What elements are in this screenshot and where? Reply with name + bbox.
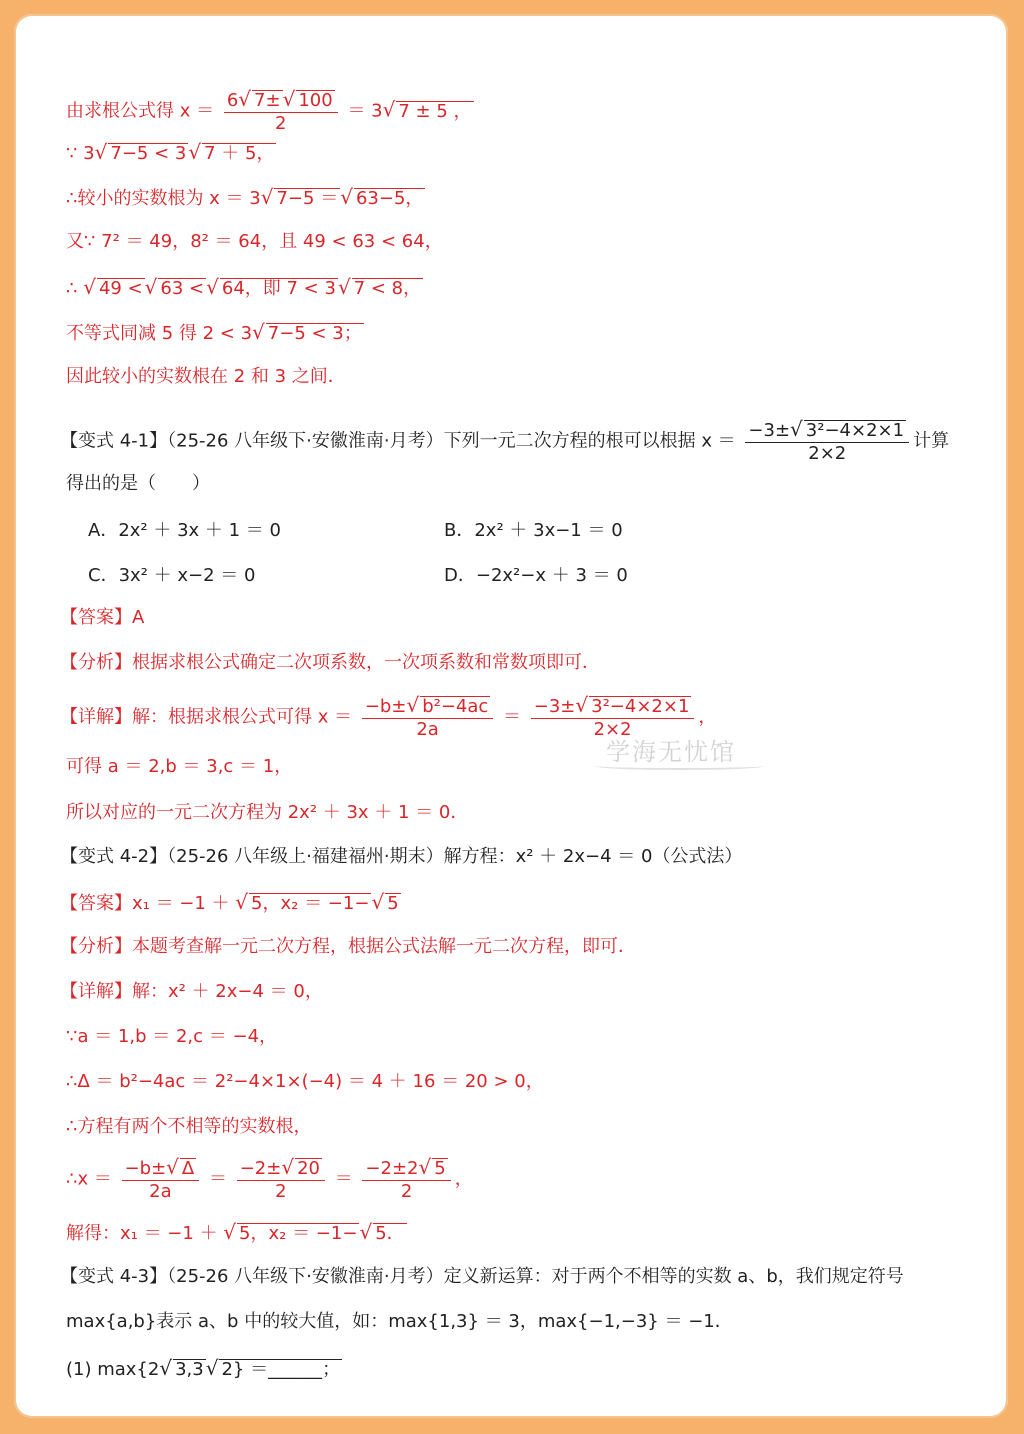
variant-4-3-question-1: (1) max{2√ 3,3 √ 2} ＝______； <box>66 1356 341 1380</box>
option-a: A．2x² ＋ 3x ＋ 1 ＝ 0 <box>88 520 281 541</box>
solution-line-4: 又∵ 7² ＝ 49，8² ＝ 64，且 49 < 63 < 64， <box>66 231 443 252</box>
fraction: $\frac{6√ 7\pm √ 100}{2}$ <box>224 88 338 135</box>
fraction: $\frac{-2\pm√ 20}{2}$ <box>237 1156 325 1203</box>
variant-4-3-line2: max{a,b}表示 a、b 中的较大值，如：max{1,3} ＝ 3，max{−1,−3} ＝ −1． <box>66 1311 733 1332</box>
detail-4-1: 【详解】解：根据求根公式可得 x ＝ $\frac{\text{−b±√ b²−4ac}}{2a}$ ＝ $\frac{\text{−3±√ 3²−4×2×1}}{2\times 2}$ ， <box>60 693 717 740</box>
fraction: $\frac{\text{−b±√ b²−4ac}}{2a}$ <box>362 694 493 741</box>
source-text: （25-26 八年级下·安徽淮南·月考）下列一元二次方程的根可以根据 x ＝ <box>167 430 736 452</box>
detail-4-2-line3: ∴Δ ＝ b²−4ac ＝ 2²−4×1×(−4) ＝ 4 ＋ 16 ＝ 20 > 0， <box>66 1071 544 1092</box>
variant-4-1-line2: 得出的是（ ） <box>66 473 210 494</box>
option-c: C．3x² ＋ x−2 ＝ 0 <box>88 565 256 586</box>
variant-4-3-header <box>60 1265 904 1289</box>
analysis-4-2: 【分析】本题考查解一元二次方程，根据公式法解一元二次方程，即可． <box>60 936 636 957</box>
detail-4-1-line3: 所以对应的一元二次方程为 2x² ＋ 3x ＋ 1 ＝ 0． <box>66 802 469 823</box>
source-text: （25-26 八年级下·安徽淮南·月考）定义新运算：对于两个不相等的实数 a、b，我们规定符号 <box>167 1266 904 1287</box>
variant-tag: 【变式 4-3】 <box>60 1266 168 1287</box>
variant-tag: 【变式 4-1】 <box>60 430 168 452</box>
solution-line-7: 因此较小的实数根在 2 和 3 之间． <box>66 366 346 387</box>
answer-4-2: 【答案】x₁ ＝ −1 ＋ √ 5，x₂ ＝ −1− √ 5 <box>60 890 399 914</box>
fraction: $\frac{-b\pm√ \Delta}{2a}$ <box>122 1156 200 1203</box>
solution-line-3: ∴较小的实数根为 x ＝ 3√ 7−5 ＝√ 63−5， <box>66 185 424 209</box>
detail-4-2: 【详解】解：x² ＋ 2x−4 ＝ 0， <box>60 981 323 1002</box>
detail-4-2-line5: ∴x ＝ $\frac{-b\pm√ \Delta}{2a}$ ＝ $\frac{-2\pm√ 20}{2}$ ＝ $\frac{-2\pm 2√ 5}{2}$ ， <box>66 1155 473 1202</box>
option-d: D．−2x²−x ＋ 3 ＝ 0 <box>444 565 628 586</box>
source-text: （25-26 八年级上·福建福州·期末）解方程：x² ＋ 2x−4 ＝ 0（公式法） <box>167 846 743 867</box>
variant-4-1-header: 【变式 4-1】（25-26 八年级下·安徽淮南·月考）下列一元二次方程的根可以根据 x ＝ $\frac{\text{−3±√ 3²−4×2×1}}{2\times 2}$ 计算 <box>60 417 950 464</box>
solution-line-5: ∴ √ 49 <√ 63 <√ 64，即 7 < 3 √ 7 < 8， <box>66 275 422 299</box>
variant-tag: 【变式 4-2】 <box>60 846 168 867</box>
solution-line-2: ∵ 3√ 7−5 < 3 √ 7 ＋ 5， <box>66 140 275 164</box>
document-page <box>14 14 1008 1418</box>
solution-line-6: 不等式同减 5 得 2 < 3√ 7−5 < 3； <box>66 320 362 344</box>
watermark: 学海无忧馆 <box>606 738 736 766</box>
answer-4-1: 【答案】A <box>60 607 145 628</box>
detail-4-2-line2: ∵a ＝ 1,b ＝ 2,c ＝ −4， <box>66 1026 278 1047</box>
detail-4-2-line4: ∴方程有两个不相等的实数根， <box>66 1116 312 1137</box>
variant-4-2-header <box>60 845 742 869</box>
detail-4-2-line6: 解得：x₁ ＝ −1 ＋ √ 5，x₂ ＝ −1− √ 5． <box>66 1220 405 1244</box>
solution-line-1: 由求根公式得 x ＝ $\frac{6√ 7\pm √ 100}{2}$ ＝ 3√ 7 ± 5 ， <box>66 87 472 134</box>
fraction: $\frac{\text{−3±√ 3²−4×2×1}}{2\times 2}$ <box>745 418 909 465</box>
analysis-4-1: 【分析】根据求根公式确定二次项系数，一次项系数和常数项即可． <box>60 652 600 673</box>
fraction: $\frac{\text{−3±√ 3²−4×2×1}}{2\times 2}$ <box>531 694 695 741</box>
watermark-underline <box>594 762 764 770</box>
fraction: $\frac{-2\pm 2√ 5}{2}$ <box>362 1156 450 1203</box>
option-b: B．2x² ＋ 3x−1 ＝ 0 <box>444 520 623 541</box>
detail-4-1-line2: 可得 a ＝ 2,b ＝ 3,c ＝ 1， <box>66 756 293 777</box>
text: 由求根公式得 x ＝ <box>66 100 215 122</box>
